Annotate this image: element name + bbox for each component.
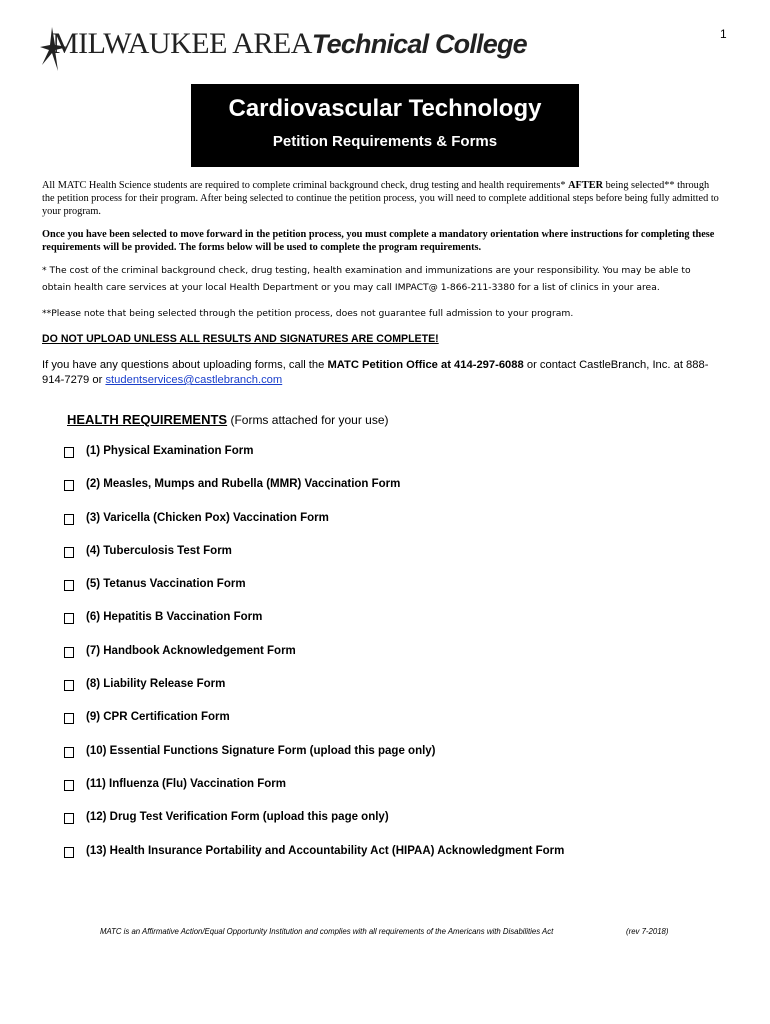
requirement-label: (4) Tuberculosis Test Form (86, 544, 232, 557)
castlebranch-email-link[interactable]: studentservices@castlebranch.com (105, 374, 283, 386)
requirement-label: (12) Drug Test Verification Form (upload this page only) (86, 811, 389, 824)
checkbox[interactable] (64, 647, 74, 658)
intro-text-end: being selected** through the petition process for their program. After being selected to continue the petition process, you will need to complete additional steps before being fully admitted to your program. (42, 180, 719, 217)
checkbox[interactable] (64, 680, 74, 691)
upload-warning: DO NOT UPLOAD UNLESS ALL RESULTS AND SIGNATURES ARE COMPLETE! (42, 333, 439, 345)
health-heading-label: HEALTH REQUIREMENTS (67, 412, 228, 427)
checkbox[interactable] (64, 447, 74, 458)
contact-middle: or contact CastleBranch, Inc. at 888-914-7279 or (42, 359, 709, 386)
health-requirements-list (64, 445, 564, 878)
requirement-item (64, 645, 564, 678)
requirement-item (64, 711, 564, 744)
requirement-item (64, 578, 564, 611)
checkbox[interactable] (64, 780, 74, 791)
footer (100, 927, 680, 936)
requirement-item (64, 745, 564, 778)
health-heading-note: (Forms attached for your use) (227, 413, 389, 427)
checkbox[interactable] (64, 514, 74, 525)
checkbox[interactable] (64, 713, 74, 724)
requirement-label: (5) Tetanus Vaccination Form (86, 578, 246, 591)
requirement-item (64, 512, 564, 545)
requirement-label: (6) Hepatitis B Vaccination Form (86, 611, 263, 624)
requirement-item (64, 778, 564, 811)
orientation-note: Once you have been selected to move forward in the petition process, you must complete a mandatory orientation where instructions for completing these requirements will be provided. The forms below will be used to complete the program requirements. (42, 229, 715, 253)
checkbox[interactable] (64, 547, 74, 558)
health-requirements-heading (67, 412, 389, 427)
checkbox[interactable] (64, 613, 74, 624)
checkbox[interactable] (64, 480, 74, 491)
requirement-item (64, 545, 564, 578)
requirement-item (64, 478, 564, 511)
requirement-label: (10) Essential Functions Signature Form (upload this page only) (86, 744, 436, 757)
page-subtitle: Petition Requirements & Forms (272, 133, 498, 150)
requirement-label: (3) Varicella (Chicken Pox) Vaccination Form (86, 511, 329, 524)
requirement-item (64, 678, 564, 711)
requirement-item (64, 611, 564, 644)
contact-paragraph (42, 358, 722, 388)
requirement-label: (8) Liability Release Form (86, 678, 226, 691)
matc-logo (38, 25, 527, 75)
intro-paragraph (42, 179, 722, 218)
cost-note: * The cost of the criminal background check, drug testing, health examination and immunizations are your responsibility. You may be able to obtain health care services at your local Health Department or you may call IMPACT@ 1-866-211-3380 for a list of clinics in your area. (42, 265, 691, 293)
requirement-label: (7) Handbook Acknowledgement Form (86, 644, 296, 657)
checkbox[interactable] (64, 580, 74, 591)
revision-date: (rev 7-2018) (626, 927, 669, 936)
requirement-item (64, 845, 564, 878)
contact-prefix: If you have any questions about uploading forms, call the (42, 359, 328, 371)
checkbox[interactable] (64, 847, 74, 858)
checkbox[interactable] (64, 747, 74, 758)
intro-text-start: All MATC Health Science students are required to complete criminal background check, drug testing and health requirements* (42, 180, 569, 191)
petition-office-phone: MATC Petition Office at 414-297-6088 (327, 359, 524, 371)
intro-after-word: AFTER (568, 180, 604, 191)
admission-note: **Please note that being selected through the petition process, does not guarantee full admission to your program. (42, 308, 574, 319)
requirement-label: (2) Measles, Mumps and Rubella (MMR) Vaccination Form (86, 478, 401, 491)
requirement-label: (1) Physical Examination Form (86, 445, 254, 457)
logo-text-milwaukee-area: MILWAUKEE AREA (52, 27, 312, 60)
requirement-item (64, 811, 564, 844)
logo-text-technical-college: Technical College (311, 29, 527, 59)
requirement-label: (13) Health Insurance Portability and Accountability Act (HIPAA) Acknowledgment Form (86, 844, 565, 857)
title-banner (191, 84, 579, 167)
requirement-item (64, 445, 564, 478)
requirement-label: (11) Influenza (Flu) Vaccination Form (86, 777, 286, 790)
page-title: Cardiovascular Technology (228, 95, 542, 122)
checkbox[interactable] (64, 813, 74, 824)
page-number: 1 (720, 27, 727, 41)
requirement-label: (9) CPR Certification Form (86, 711, 230, 724)
footer-statement: MATC is an Affirmative Action/Equal Opportunity Institution and complies with all requirements of the Americans with Disabilities Act (100, 927, 554, 936)
